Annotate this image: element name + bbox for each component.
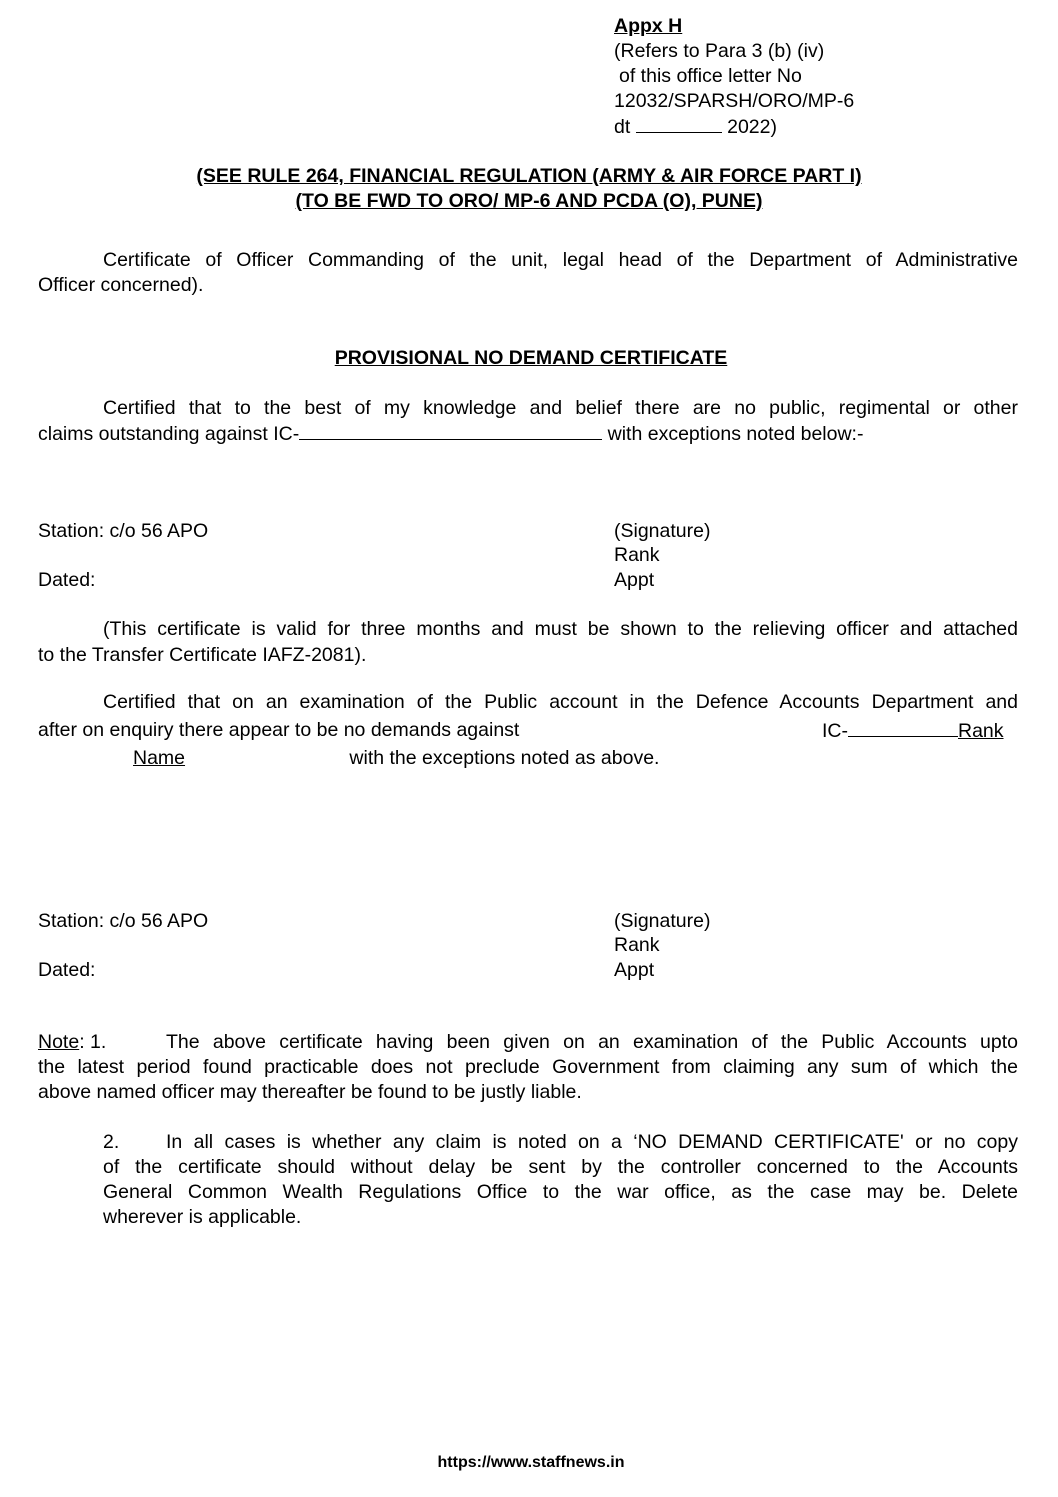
para1-suffix: with exceptions noted below:- <box>607 423 864 445</box>
para2-ic-label: IC- <box>822 720 848 742</box>
intro-line1: Certificate of Officer Commanding of the unit, legal head of the Department of Administrative <box>103 249 1018 271</box>
heading-line1: (SEE RULE 264, FINANCIAL REGULATION (ARMY & AIR FORCE PART I) <box>196 165 862 187</box>
appendix-ref-line2: of this office letter No <box>619 65 802 87</box>
note2-number: 2. <box>103 1131 120 1153</box>
para1-line1: Certified that to the best of my knowledge and belief there are no public, regimental or other <box>103 397 1018 419</box>
sign2-dated: Dated: <box>38 959 96 981</box>
sign1-dated: Dated: <box>38 569 96 591</box>
sign2-appt: Appt <box>614 959 655 981</box>
date-blank-line <box>636 114 722 133</box>
para2-rank-label: Rank <box>958 720 1004 742</box>
appendix-ref-line1: (Refers to Para 3 (b) (iv) <box>614 40 825 62</box>
note1-line1: The above certificate having been given on an examination of the Public Accounts upto <box>166 1031 1018 1053</box>
appendix-dt-suffix: 2022) <box>727 116 777 138</box>
note1-label <box>38 1030 106 1055</box>
sign1-appt: Appt <box>614 569 655 591</box>
name-blank-field <box>38 746 344 771</box>
note2-line1: In all cases is whether any claim is noted on a ‘NO DEMAND CERTIFICATE' or no copy <box>166 1131 1018 1153</box>
note2-line4: wherever is applicable. <box>103 1206 302 1228</box>
note2-line3: General Common Wealth Regulations Office to the war office, as the case may be. Delete <box>103 1181 1018 1203</box>
para2-name-label: Name <box>133 747 186 769</box>
para1-prefix: claims outstanding against IC- <box>38 423 300 445</box>
validity-line1: (This certificate is valid for three months and must be shown to the relieving officer and attached <box>103 618 1018 640</box>
appendix-ref-date <box>614 114 777 140</box>
para1-line2 <box>38 421 863 447</box>
sign2-station: Station: c/o 56 APO <box>38 910 209 932</box>
para2-suffix: with the exceptions noted as above. <box>349 747 660 769</box>
para2-line2-ic <box>822 718 1004 744</box>
sign1-station: Station: c/o 56 APO <box>38 520 209 542</box>
note1-number: : 1. <box>79 1031 107 1053</box>
ic-number-blank <box>299 421 602 440</box>
validity-line2: to the Transfer Certificate IAFZ-2081). <box>38 644 367 666</box>
appendix-dt-prefix: dt <box>614 116 631 138</box>
sign1-signature: (Signature) <box>614 520 711 542</box>
heading-line2: (TO BE FWD TO ORO/ MP-6 AND PCDA (O), PUNE) <box>295 190 763 212</box>
sign1-rank: Rank <box>614 544 660 566</box>
appendix-title: Appx H <box>614 15 683 37</box>
appendix-ref-line3: 12032/SPARSH/ORO/MP-6 <box>614 90 855 112</box>
note1-line2: the latest period found practicable does not preclude Government from claiming any sum of which the <box>38 1056 1018 1078</box>
note2-line2: of the certificate should without delay be sent by the controller concerned to the Accounts <box>103 1156 1018 1178</box>
para2-line3 <box>38 746 659 771</box>
sign2-rank: Rank <box>614 934 660 956</box>
para2-line2-prefix: after on enquiry there appear to be no demands against <box>38 719 520 741</box>
certificate-title: PROVISIONAL NO DEMAND CERTIFICATE <box>334 347 728 369</box>
note1-line3: above named officer may thereafter be found to be justly liable. <box>38 1081 582 1103</box>
note-label: Note <box>38 1031 80 1053</box>
para2-line1: Certified that on an examination of the Public account in the Defence Accounts Department and <box>103 691 1018 713</box>
ic-blank-2 <box>848 718 958 737</box>
intro-line2: Officer concerned). <box>38 274 204 296</box>
sign2-signature: (Signature) <box>614 910 711 932</box>
footer-url[interactable]: https://www.staffnews.in <box>437 1454 625 1471</box>
